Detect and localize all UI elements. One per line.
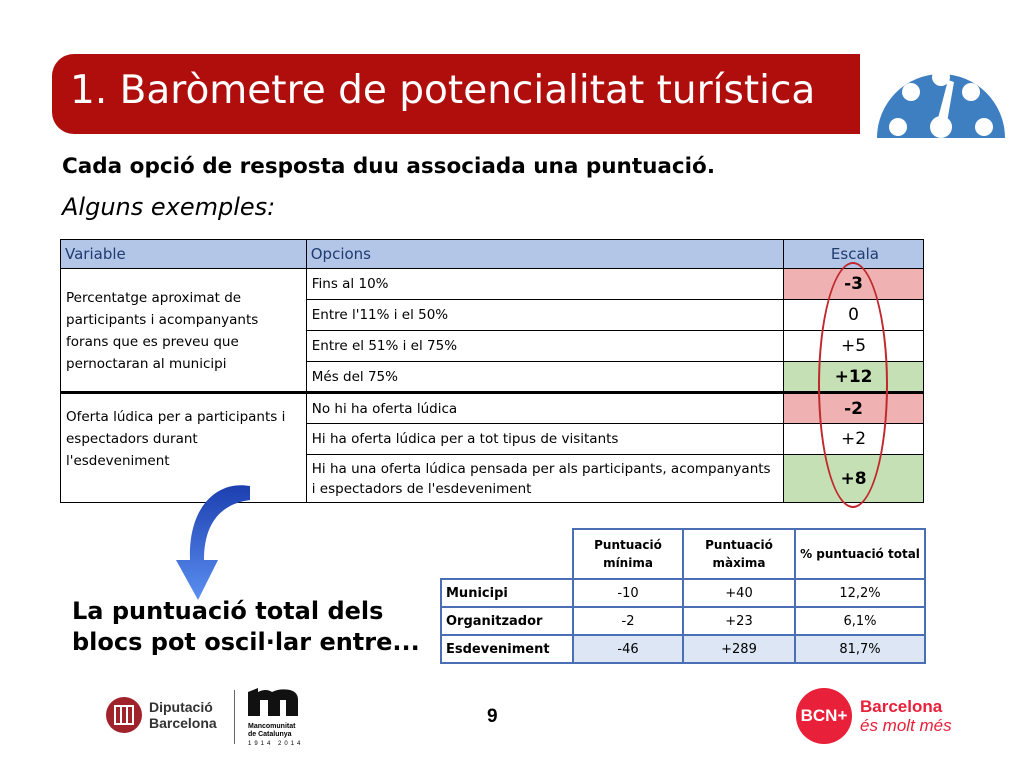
empty-header <box>441 529 573 579</box>
summary-row <box>441 607 925 635</box>
row-label: Esdeveniment <box>441 635 573 663</box>
option-cell: Entre el 51% i el 75% <box>306 331 783 362</box>
option-cell: Hi ha oferta lúdica per a tot tipus de visitants <box>306 424 783 455</box>
score-cell: +5 <box>784 331 924 362</box>
bottom-statement <box>72 596 420 658</box>
diputacio-logo <box>106 697 217 733</box>
option-cell: Més del 75% <box>306 362 783 393</box>
max-cell: +40 <box>683 579 795 607</box>
bcn-logo <box>796 688 952 744</box>
max-cell: +23 <box>683 607 795 635</box>
column-header: % puntuació total <box>795 529 925 579</box>
page-title: 1. Baròmetre de potencialitat turística <box>70 68 816 113</box>
diputacio-emblem-icon <box>106 697 142 733</box>
bcn-line-2: és molt més <box>860 716 952 735</box>
row-label: Organitzador <box>441 607 573 635</box>
bcn-line-1: Barcelona <box>860 697 943 716</box>
intro-heading: Cada opció de resposta duu associada una puntuació. <box>62 154 715 179</box>
bottom-line-2: blocs pot oscil·lar entre... <box>72 628 420 656</box>
mancomunitat-line-2: de Catalunya <box>248 731 292 738</box>
column-header: Variable <box>61 240 307 269</box>
max-cell: +289 <box>683 635 795 663</box>
mancomunitat-years: 1914 2014 <box>248 741 304 747</box>
variable-cell: Oferta lúdica per a participants i espectadors durant l'esdeveniment <box>61 393 307 503</box>
bcn-badge: BCN+ <box>796 688 852 744</box>
diputacio-line-1: Diputació <box>149 699 213 715</box>
score-cell: 0 <box>784 300 924 331</box>
score-cell: +2 <box>784 424 924 455</box>
option-cell: Fins al 10% <box>306 269 783 300</box>
logo-divider <box>234 690 235 744</box>
summary-row <box>441 635 925 663</box>
min-cell: -46 <box>573 635 683 663</box>
bottom-line-1: La puntuació total dels <box>72 597 384 625</box>
variable-cell: Percentatge aproximat de participants i acompanyants forans que es preveu que pernoctaran al municipi <box>61 269 307 393</box>
table-row <box>61 393 924 424</box>
score-cell: -2 <box>784 393 924 424</box>
column-header: Opcions <box>306 240 783 269</box>
gauge-icon <box>872 30 1010 138</box>
scoring-table <box>60 239 924 503</box>
page-number: 9 <box>487 706 498 727</box>
row-label: Municipi <box>441 579 573 607</box>
pct-cell: 12,2% <box>795 579 925 607</box>
table-header-row <box>61 240 924 269</box>
mancomunitat-line-1: Mancomunitat <box>248 723 296 730</box>
pct-cell: 6,1% <box>795 607 925 635</box>
curved-arrow-icon <box>168 478 254 604</box>
option-cell: Hi ha una oferta lúdica pensada per als participants, acompanyants i espectadors de l'esdeveniment <box>306 455 783 503</box>
mancomunitat-logo <box>248 688 303 747</box>
column-header: Puntuació mínima <box>573 529 683 579</box>
column-header: Puntuació màxima <box>683 529 795 579</box>
title-bar <box>52 54 860 134</box>
intro-subheading: Alguns exemples: <box>62 193 276 221</box>
diputacio-line-2: Barcelona <box>149 715 217 731</box>
score-cell: -3 <box>784 269 924 300</box>
score-cell: +8 <box>784 455 924 503</box>
option-cell: No hi ha oferta lúdica <box>306 393 783 424</box>
option-cell: Entre l'11% i el 50% <box>306 300 783 331</box>
column-header: Escala <box>784 240 924 269</box>
mancomunitat-m-icon <box>248 688 300 716</box>
score-cell: +12 <box>784 362 924 393</box>
min-cell: -2 <box>573 607 683 635</box>
min-cell: -10 <box>573 579 683 607</box>
table-row <box>61 269 924 300</box>
highlight-oval <box>818 262 888 508</box>
summary-table <box>440 528 926 664</box>
summary-row <box>441 579 925 607</box>
pct-cell: 81,7% <box>795 635 925 663</box>
summary-header-row <box>441 529 925 579</box>
